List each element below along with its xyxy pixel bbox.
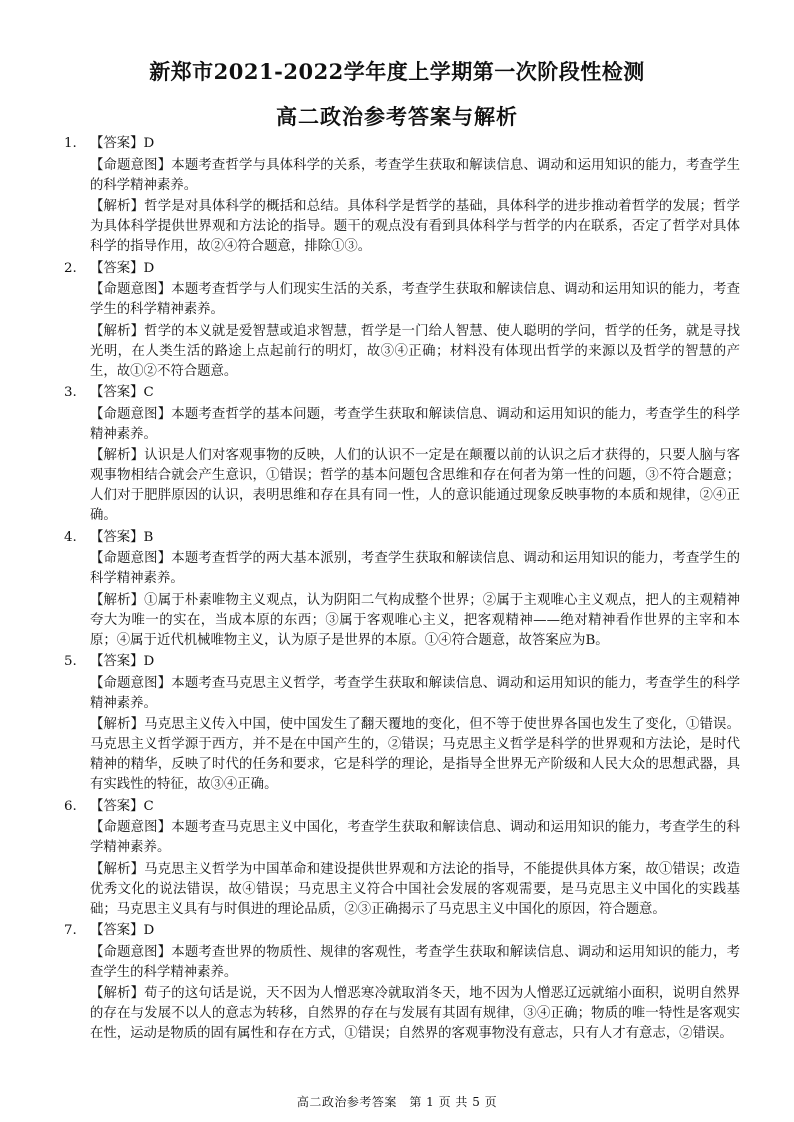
question-item-1 xyxy=(64,134,740,257)
question-number: 2. xyxy=(64,260,77,276)
analysis-paragraph: 【解析】荀子的这句话是说，天不因为人憎恶寒冷就取消冬天，地不因为人憎恶辽远就缩小面积，说明自然界的存在与发展不以人的意志为转移，自然界的存在与发展有其固有规律，③④正确；物质的唯一特性是客观实在性，运动是物质的固有属性和存在方式，①错误；自然界的客观事物没有意志，只有人才有意志，②错误。 xyxy=(90,986,740,1041)
answer-line: 【答案】D xyxy=(90,923,155,938)
answer-line: 【答案】D xyxy=(90,136,155,151)
analysis-paragraph: 【解析】哲学是对具体科学的概括和总结。具体科学是哲学的基础，具体科学的进步推动着哲学的发展；哲学为具体科学提供世界观和方法论的指导。题干的观点没有看到具体科学与哲学的内在联系，否定了哲学对具体科学的指导作用，故②④符合题意，排除①③。 xyxy=(90,199,740,254)
page-footer: 高二政治参考答案 第 1 页 共 5 页 xyxy=(296,1095,498,1109)
document-title: 新郑市2021-2022学年度上学期第一次阶段性检测 xyxy=(149,59,645,84)
question-item-7 xyxy=(64,921,740,1044)
question-number: 4. xyxy=(64,529,77,545)
analysis-paragraph: 【解析】认识是人们对客观事物的反映，人们的认识不一定是在颠覆以前的认识之后才获得的，只要人脑与客观事物相结合就会产生意识，①错误；哲学的基本问题包含思维和存在何者为第一性的问题，③不符合题意；人们对于肥胖原因的认识，表明思维和存在具有同一性，人的意识能通过现象反映事物的本质和规律，②④正确。 xyxy=(90,448,740,523)
question-number: 1. xyxy=(64,136,77,151)
intent-paragraph: 【命题意图】本题考查哲学与人们现实生活的关系，考查学生获取和解读信息、调动和运用知识的能力，考查学生的科学精神素养。 xyxy=(90,282,740,317)
intent-paragraph: 【命题意图】本题考查哲学的基本问题，考查学生获取和解读信息、调动和运用知识的能力，考查学生的科学精神素养。 xyxy=(90,406,740,442)
question-number: 6. xyxy=(64,798,77,814)
intent-paragraph: 【命题意图】本题考查马克思主义中国化，考查学生获取和解读信息、调动和运用知识的能力，考查学生的科学精神素养。 xyxy=(90,820,740,855)
question-number: 5. xyxy=(64,654,77,669)
question-item-2 xyxy=(64,259,740,382)
answer-line: 【答案】D xyxy=(90,654,155,669)
question-number: 7. xyxy=(64,923,77,938)
intent-paragraph: 【命题意图】本题考查哲学与具体科学的关系，考查学生获取和解读信息、调动和运用知识的能力，考查学生的科学精神素养。 xyxy=(90,157,740,193)
document-subtitle: 高二政治参考答案与解析 xyxy=(276,104,518,129)
intent-paragraph: 【命题意图】本题考查马克思主义哲学，考查学生获取和解读信息、调动和运用知识的能力，考查学生的科学精神素养。 xyxy=(90,675,740,711)
analysis-paragraph: 【解析】马克思主义哲学为中国革命和建设提供世界观和方法论的指导，不能提供具体方案，故①错误；改造优秀文化的说法错误，故④错误；马克思主义符合中国社会发展的客观需要，是马克思主义中国化的实践基础；马克思主义具有与时俱进的理论品质，②③正确揭示了马克思主义中国化的原因，符合题意。 xyxy=(90,861,740,917)
question-item-6 xyxy=(64,797,740,920)
question-item-5 xyxy=(64,652,740,795)
answer-line: 【答案】B xyxy=(90,529,154,545)
analysis-paragraph: 【解析】①属于朴素唯物主义观点，认为阴阳二气构成整个世界；②属于主观唯心主义观点，把人的主观精神夸大为唯一的实在，当成本原的东西；③属于客观唯心主义，把客观精神——绝对精神看作世界的主宰和本原；④属于近代机械唯物主义，认为原子是世界的本原。①④符合题意，故答案应为B。 xyxy=(90,592,740,648)
answer-list xyxy=(64,134,740,1046)
analysis-paragraph: 【解析】哲学的本义就是爱智慧或追求智慧，哲学是一门给人智慧、使人聪明的学问，哲学的任务，就是寻找光明，在人类生活的路途上点起前行的明灯，故③④正确；材料没有体现出哲学的来源以及哲学的智慧的产生，故①②不符合题意。 xyxy=(90,323,740,379)
intent-paragraph: 【命题意图】本题考查哲学的两大基本派别，考查学生获取和解读信息、调动和运用知识的能力，考查学生的科学精神素养。 xyxy=(90,551,740,586)
intent-paragraph: 【命题意图】本题考查世界的物质性、规律的客观性，考查学生获取和解读信息、调动和运用知识的能力，考查学生的科学精神素养。 xyxy=(90,944,740,980)
question-item-4 xyxy=(64,528,740,651)
analysis-paragraph: 【解析】马克思主义传入中国，使中国发生了翻天覆地的变化，但不等于使世界各国也发生了变化，①错误。马克思主义哲学源于西方，并不是在中国产生的，②错误；马克思主义哲学是科学的世界观和方法论，是时代精神的精华，反映了时代的任务和要求，它是科学的理论，是指导全世界无产阶级和人民大众的思想武器，具有实践性的特征，故③④正确。 xyxy=(90,717,740,792)
answer-line: 【答案】C xyxy=(90,798,154,814)
question-item-3 xyxy=(64,383,740,526)
answer-line: 【答案】C xyxy=(90,385,154,400)
question-number: 3. xyxy=(64,385,77,400)
answer-line: 【答案】D xyxy=(90,260,155,276)
